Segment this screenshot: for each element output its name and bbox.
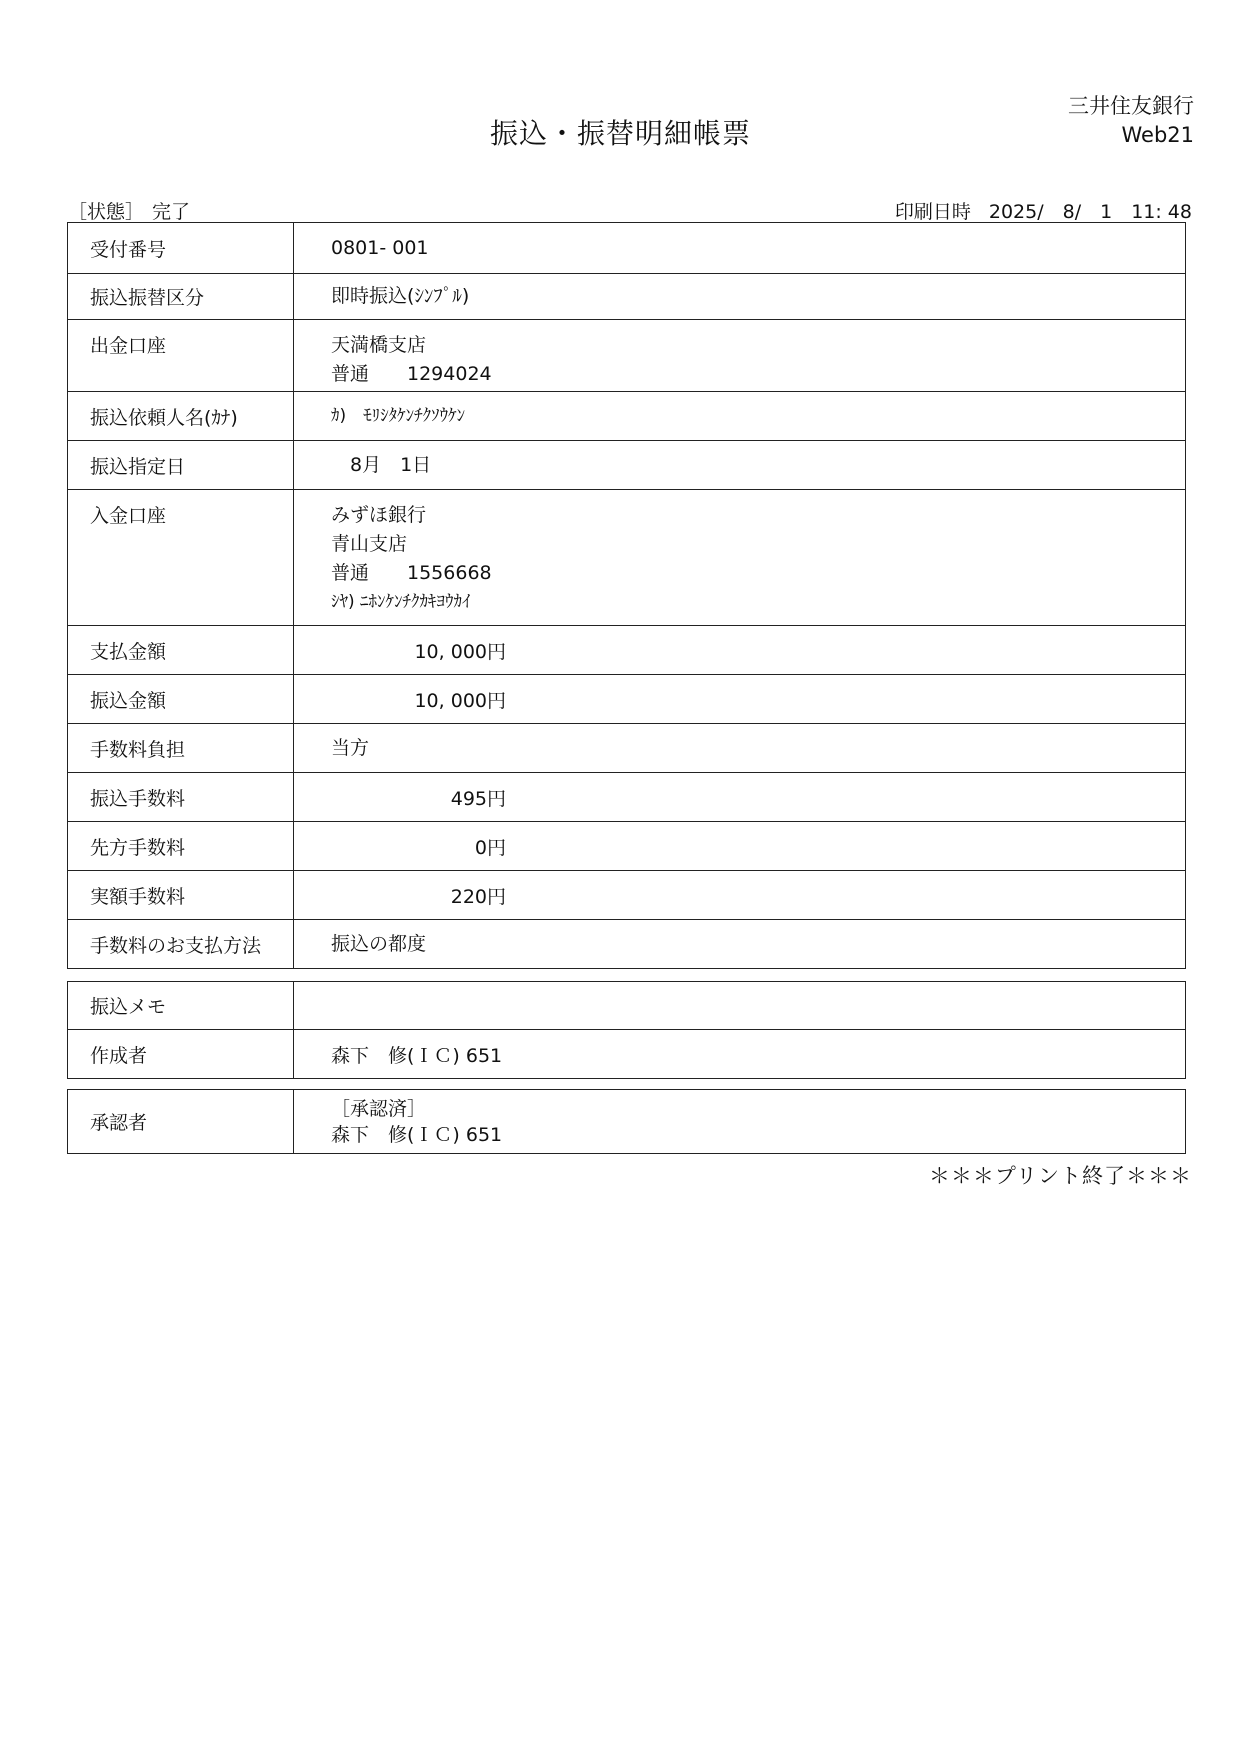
row-label-destination-account: 入金口座 [68, 490, 294, 626]
row-label-transfer-memo: 振込メモ [68, 982, 294, 1030]
row-value-actual-fee: 220円 [294, 871, 1186, 920]
table-row [68, 920, 1186, 969]
row-value-requester-kana: ｶ) ﾓﾘｼﾀｹﾝﾁｸｿｳｹﾝ [294, 392, 1186, 441]
table-row [68, 490, 1186, 626]
approval-status: ［承認済］ [331, 1097, 427, 1120]
row-label-creator: 作成者 [68, 1030, 294, 1079]
row-label-fee-bearer: 手数料負担 [68, 724, 294, 773]
row-value-destination-account: みずほ銀行 青山支店 普通 1556668 ｼﾔ) ﾆﾎﾝｹﾝﾁｸｶｷﾖｳｶｲ [294, 490, 1186, 626]
row-value-source-account: 天満橋支店 普通 1294024 [294, 320, 1186, 392]
row-label-fee-payment-method: 手数料のお支払方法 [68, 920, 294, 969]
row-label-designated-date: 振込指定日 [68, 441, 294, 490]
row-value-payment-amount: 10, 000円 [294, 626, 1186, 675]
approver-table [67, 1089, 1186, 1154]
table-row [68, 274, 1186, 320]
row-label-approver: 承認者 [68, 1090, 294, 1154]
row-value-fee-bearer: 当方 [294, 724, 1186, 773]
table-row [68, 675, 1186, 724]
table-row [68, 982, 1186, 1030]
table-row [68, 1030, 1186, 1079]
row-label-requester-kana: 振込依頼人名(ｶﾅ) [68, 392, 294, 441]
status-line [68, 197, 190, 224]
row-label-payment-amount: 支払金額 [68, 626, 294, 675]
status-label: ［状態］ [68, 201, 145, 223]
row-value-creator: 森下 修(ＩＣ) 651 [294, 1030, 1186, 1079]
approver-name: 森下 修(ＩＣ) 651 [331, 1123, 503, 1146]
status-value: 完了 [152, 201, 191, 223]
row-label-receipt-number: 受付番号 [68, 223, 294, 274]
row-value-transfer-fee: 495円 [294, 773, 1186, 822]
bank-name: 三井住友銀行 [1068, 94, 1194, 118]
row-label-transfer-type: 振込振替区分 [68, 274, 294, 320]
print-label: 印刷日時 [894, 201, 971, 223]
print-datetime-line [895, 197, 1192, 224]
row-label-recipient-fee: 先方手数料 [68, 822, 294, 871]
row-value-recipient-fee: 0円 [294, 822, 1186, 871]
table-row [68, 871, 1186, 920]
document-title: 振込・振替明細帳票 [489, 117, 751, 150]
table-row [68, 223, 1186, 274]
table-row [68, 320, 1186, 392]
memo-table [67, 981, 1186, 1079]
row-value-transfer-amount: 10, 000円 [294, 675, 1186, 724]
service-name: Web21 [1121, 123, 1194, 147]
row-value-receipt-number: 0801- 001 [294, 223, 1186, 274]
row-label-actual-fee: 実額手数料 [68, 871, 294, 920]
row-value-designated-date: 8月 1日 [294, 441, 1186, 490]
row-value-transfer-memo [294, 982, 1186, 1030]
row-value-transfer-type: 即時振込(ｼﾝﾌﾟﾙ) [294, 274, 1186, 320]
main-detail-table [67, 222, 1186, 969]
print-datetime: 2025/ 8/ 1 11: 48 [988, 201, 1192, 223]
print-end-marker: ＊＊＊プリント終了＊＊＊ [928, 1164, 1192, 1188]
table-row [68, 441, 1186, 490]
row-label-transfer-fee: 振込手数料 [68, 773, 294, 822]
table-row [68, 1090, 1186, 1154]
table-row [68, 392, 1186, 441]
row-value-fee-payment-method: 振込の都度 [294, 920, 1186, 969]
row-value-approver [294, 1090, 1186, 1154]
row-label-transfer-amount: 振込金額 [68, 675, 294, 724]
table-row [68, 822, 1186, 871]
table-row [68, 626, 1186, 675]
table-row [68, 724, 1186, 773]
table-row [68, 773, 1186, 822]
row-label-source-account: 出金口座 [68, 320, 294, 392]
